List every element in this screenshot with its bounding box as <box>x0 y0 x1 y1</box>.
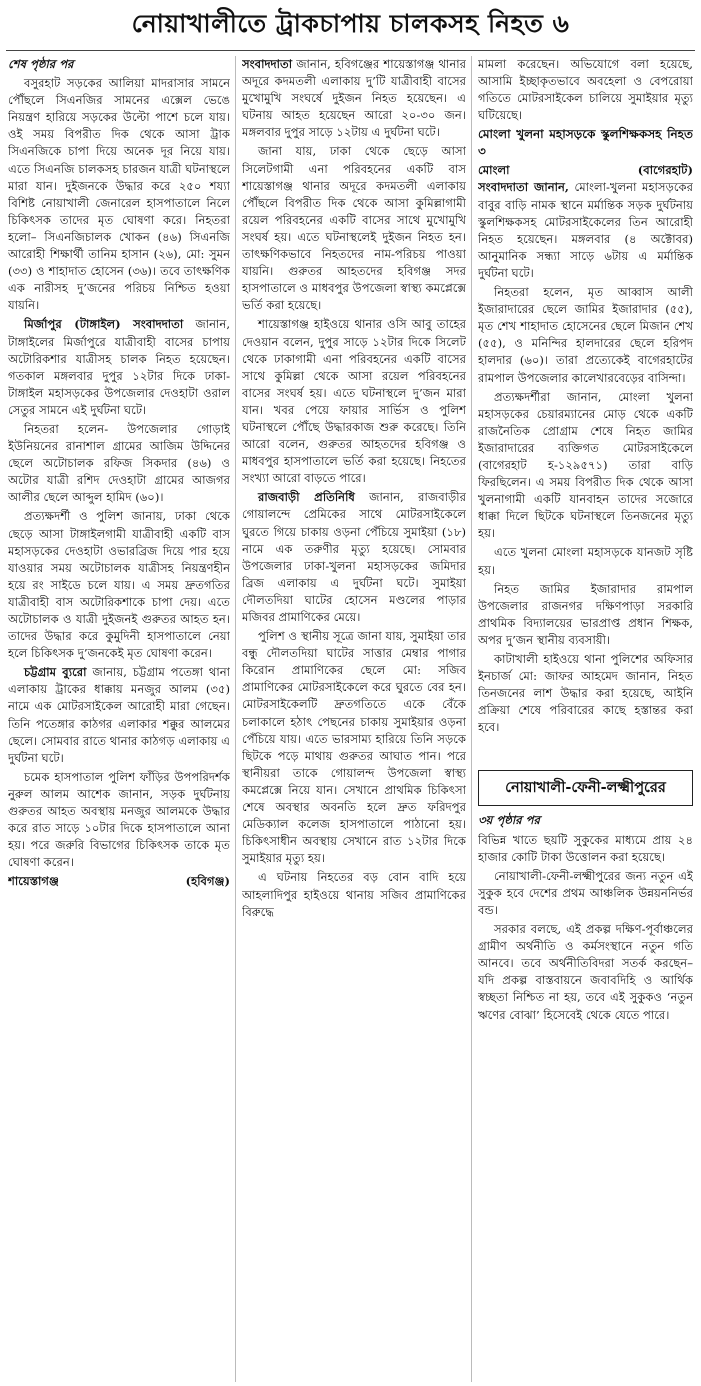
paragraph: পুলিশ ও স্থানীয় সূত্রে জানা যায়, সুমাইয়া তার বন্ধু দৌলতদিয়া ঘাটের সাত্তার মেম্বার পাগার কিরোন প্রামাণিকের ছেলে মো: সজিব প্রামাণিকের মোটরসাইকেলে করে ঘুরতে বের হন। মোটরসাইকেলটি দ্রুতগতিতে একে বেঁকে চলাকালে হঠাৎ পেছনের চাকায় সুমাইয়ার ওড়না পেঁচিয়ে যায়। এতে ভারসাম্য হারিয়ে তিনি সড়কে ছিটকে পড়ে মাথায় গুরুতর আঘাত পান। পরে স্থানীয়রা তাকে গোয়ালন্দ উপজেলা স্বাস্থ্য কমপ্লেক্সে নিয়ে যান। সেখানে প্রাথমিক চিকিৎসা শেষে অবস্থার অবনতি হলে দ্রুত ফরিদপুর মেডিক্যাল কলেজ হাসপাতালে পাঠানো হয়। চিকিৎসাধীন অবস্থায় সেখানে রাত ১২টার দিকে সুমাইয়ার মৃত্যু হয়। <box>242 629 466 866</box>
reporter-credit: রাজবাড়ী প্রতিনিধি <box>258 490 355 505</box>
paragraph: প্রত্যক্ষদর্শী ও পুলিশ জানায়, ঢাকা থেকে ছেড়ে আসা টাঙ্গাইলগামী যাত্রীবাহী একটি বাস মহাসড়কের দেওহাটা ওভারব্রিজ দিয়ে পার হয়ে যাওয়ার সময় অটোচালক যাত্রীসহ নিয়ন্ত্রণহীন হয়ে রং সাইডে চলে যায়। এ সময় দ্রুতগতির যাত্রীবাহী বাস অটোরিকশাকে চাপা দেয়। এতে অটোচালক ও যাত্রী দুইজনই গুরুতর আহত হন। তাদের উদ্ধার করে কুমুদিনী হাসপাতালে নেয়া হলে চিকিৎসক দু’জনকেই মৃত ঘোষণা করেন। <box>8 509 230 661</box>
paragraph <box>8 316 230 419</box>
signoff-place: শায়েস্তাগঞ্জ <box>8 874 59 889</box>
subhead-district: (বাগেরহাট) <box>637 163 693 178</box>
reporter-credit: সংবাদদাতা জানান, <box>478 180 569 195</box>
signoff-district: (হবিগঞ্জ) <box>185 874 230 889</box>
paragraph: নিহত জামির ইজারাদার রামপাল উপজেলার রাজনগর দক্ষিণপাড়া সরকারি প্রাথমিক বিদ্যালয়ের ভারপ্রাপ্ত প্রধান শিক্ষক, অপর দু’জন স্থানীয় ব্যবসায়ী। <box>478 581 693 647</box>
paragraph: মামলা করেছেন। অভিযোগে বলা হয়েছে, আসামি ইচ্ছাকৃতভাবে অবহেলা ও বেপরোয়া গতিতে মোটরসাইকেল চালিয়ে সুমাইয়ার মৃত্যু ঘটিয়েছে। <box>478 57 693 123</box>
jump-headline-box: নোয়াখালী-ফেনী-লক্ষ্মীপুরের <box>478 770 693 806</box>
reporter-credit: সংবাদদাতা <box>242 57 293 71</box>
reporter-credit: মির্জাপুর (টাঙ্গাইল) সংবাদদাতা <box>24 317 184 332</box>
column-3 <box>478 56 693 1382</box>
article-headline: নোয়াখালীতে ট্রাকচাপায় চালকসহ নিহত ৬ <box>131 9 570 38</box>
reporter-credit: চট্টগ্রাম ব্যুরো <box>24 665 87 680</box>
column-divider-2 <box>471 56 472 1382</box>
paragraph: নিহতরা হলেন, মৃত আব্বাস আলী ইজারাদারের ছেলে জামির ইজারাদার (৫৫), মৃত শেখ শাহাদাত হোসেনের ছেলে মিজান শেখ (৫৫), ও মনিন্দির হালদারের ছেলে হরিপদ হালদার (৬০)। তারা প্রত্যেকেই বাগেরহাটের রামপাল উপজেলার কালেখারবেড়ের বাসিন্দা। <box>478 285 693 385</box>
column-divider-1 <box>235 56 236 1382</box>
column-2 <box>242 56 466 1382</box>
paragraph: প্রত্যক্ষদর্শীরা জানান, মোংলা খুলনা মহাসড়কের চেয়ারম্যানের মোড় থেকে একটি রাজনৈতিক প্রোগ্রাম শেষে নিহত জামির ইজারাদারের ব্যক্তিগত মোটরসাইকেলে (বাগেরহাট হ-১২৯৫৭১) তারা বাড়ি ফিরছিলেন। এ সময় বিপরীত দিক থেকে আসা খুলনাগামী একটি যানবাহন তাদের সজোরে ধাক্কা দিলে ছিটকে ঘটনাস্থলে তিনজনের মৃত্যু হয়। <box>478 389 693 541</box>
paragraph: নিহতরা হলেন- উপজেলার গোড়াই ইউনিয়নের রানাশাল গ্রামের আজিম উদ্দিনের ছেলে অটোচালক রফিজ সিকদার (৪৬) ও অটোর যাত্রী রশিদ দেওহাটা গ্রামের আজগর আলীর ছেলে আব্দুল হামিদ (৬০)। <box>8 421 230 505</box>
paragraph: চমেক হাসপাতাল পুলিশ ফাঁড়ির উপপরিদর্শক নুরুল আলম আশেক জানান, সড়ক দুর্ঘটনায় গুরুতর আহত অবস্থায় মনজুর আলমকে উদ্ধার করে রাত সাড়ে ১০টার দিকে হাসপাতালে আনা হয়। পরে জরুরি বিভাগের চিকিৎসক তাকে মৃত ঘোষণা করেন। <box>8 769 230 870</box>
column-1 <box>8 56 230 1382</box>
paragraph <box>8 664 230 767</box>
paragraph-text: জানান, হবিগঞ্জের শায়েস্তাগঞ্জ থানার অদূরে কদমতলী এলাকায় দু’টি যাত্রীবাহী বাসের মুখোমুখি সংঘর্ষে দুইজন নিহত হয়েছেন। এ ঘটনায় আহত হয়েছেন আরো ২০-৩০ জন। মঙ্গলবার দুপুর সাড়ে ১২টায় এ দুর্ঘটনা ঘটে। <box>242 57 466 140</box>
paragraph <box>242 56 466 141</box>
paragraph: নোয়াখালী-ফেনী-লক্ষ্মীপুরের জন্য নতুন এই সুকুক হবে দেশের প্রথম আঞ্চলিক উন্নয়ননির্ভর বন্ড। <box>478 868 693 917</box>
dateline: শেষ পৃষ্ঠার পর <box>8 57 74 71</box>
subhead-place-name: মোংলা <box>478 163 510 178</box>
paragraph: সরকার বলছে, এই প্রকল্প দক্ষিণ-পূর্বাঞ্চলের গ্রামীণ অর্থনীতি ও কর্মসংস্থানে নতুন গতি আনবে। তবে অর্থনীতিবিদরা সতর্ক করছেন–যদি প্রকল্প বাস্তবায়নে জবাবদিহি ও আর্থিক স্বচ্ছতা নিশ্চিত না হয়, তবে এই সুকুকও ‘নতুন ঋণের বোঝা’ হিসেবেই থেকে যেতে পারে। <box>478 922 693 1022</box>
paragraph <box>242 489 466 626</box>
jump-dateline: ৩য় পৃষ্ঠার পর <box>478 813 540 828</box>
subheadline: মোংলা খুলনা মহাসড়কে স্কুলশিক্ষকসহ নিহত ৩ <box>478 127 693 159</box>
paragraph: কাটাখালী হাইওয়ে থানা পুলিশের অফিসার ইনচার্জ মো: জাফর আহমেদ জানান, নিহত তিনজনের লাশ উদ্ধার করা হয়েছে, আইনি প্রক্রিয়া শেষে পরিবারের কাছে হস্তান্তর করা হবে। <box>478 652 693 735</box>
paragraph: বিভিন্ন খাতে ছয়টি সুকুকের মাধ্যমে প্রায় ২৪ হাজার কোটি টাকা উত্তোলন করা হয়েছে। <box>478 832 693 864</box>
subhead-place <box>478 162 693 179</box>
paragraph-text: জানান, টাঙ্গাইলের মির্জাপুরে যাত্রীবাহী বাসের চাপায় অটোরিকশার যাত্রীসহ চালক নিহত হয়েছেন। গতকাল মঙ্গলবার দুপুর ১২টার দিকে ঢাকা-টাঙ্গাইল মহাসড়কের উপজেলার দেওহাটা ওরাল সেতুর সামনে এই দুর্ঘটনা ঘটে। <box>8 317 230 417</box>
paragraph <box>478 179 693 282</box>
reporter-signoff <box>8 873 230 890</box>
paragraph-text: জানান, রাজবাড়ীর গোয়ালন্দে প্রেমিকের সাথে মোটরসাইকেলে ঘুরতে গিয়ে চাকায় ওড়না পেঁচিয়ে সুমাইয়া (১৮) নামে এক তরুণীর মৃত্যু হয়েছে। সোমবার উপজেলার ঢাকা-খুলনা মহাসড়কের জমিদার ব্রিজ এলাকায় এ দুর্ঘটনা ঘটে। সুমাইয়া দৌলতদিয়া ঘাটের হোসেন মণ্ডলের পাড়ার মজিবর প্রামাণিকের মেয়ে। <box>242 490 466 624</box>
paragraph-text: জানায়, চট্টগ্রাম পতেঙ্গা থানা এলাকায় ট্রাকের ধাক্কায় মনজুর আলম (৩৫) নামে এক মোটরসাইকেল আরোহী মারা গেছেন। তিনি পতেঙ্গার কাঠগর এলাকার শক্কুর আলমের ছেলে। সোমবার রাতে থানার কাঠগড় এলাকায় এ দুর্ঘটনা ঘটে। <box>8 665 230 765</box>
paragraph: জানা যায়, ঢাকা থেকে ছেড়ে আসা সিলেটগামী এনা পরিবহনের একটি বাস শায়েস্তাগঞ্জ থানার অদূরে কদমতলী এলাকায় পৌঁছলে বিপরীত দিক থেকে আসা কুমিল্লাগামী রয়েল পরিবহনের একটি বাসের সাথে মুখোমুখি সংঘর্ষ হয়। এতে ঘটনাস্থলেই দুইজন নিহত হন। তাৎক্ষণিকভাবে নিহতদের নাম-পরিচয় পাওয়া যায়নি। গুরুতর আহতদের হবিগঞ্জ সদর হাসপাতালে ও মাধবপুর উপজেলা স্বাস্থ্য কমপ্লেক্সে ভর্তি করা হয়েছে। <box>242 144 466 313</box>
headline-rule <box>6 50 695 51</box>
paragraph: শায়েস্তাগঞ্জ হাইওয়ে থানার ওসি আবু তাহের দেওয়ান বলেন, দুপুর সাড়ে ১২টার দিকে সিলেট থেকে ঢাকাগামী এনা পরিবহনের একটি বাসের সাথে কুমিল্লা থেকে আসা রয়েল পরিবহনের বাসের সংঘর্ষ হয়। এতে ঘটনাস্থলে দু’জন মারা যান। খবর পেয়ে ফায়ার সার্ভিস ও পুলিশ ঘটনাস্থলে পৌঁছে উদ্ধারকাজ শুরু করেছে। তিনি আরো বলেন, গুরুতর আহতদের হবিগঞ্জ ও মাধবপুর হাসপাতালে ভর্তি করা হয়েছে। নিহতের সংখ্যা আরো বাড়তে পারে। <box>242 317 466 486</box>
paragraph: এ ঘটনায় নিহতের বড় বোন বাদি হয়ে আহলাদিপুর হাইওয়ে থানায় সজিব প্রামাণিকের বিরুদ্ধে <box>242 870 466 919</box>
paragraph: বসুরহাট সড়কের আলিয়া মাদরাসার সামনে পৌঁছলে সিএনজির সামনের এক্সেল ভেঙে নিয়ন্ত্রণ হারিয়ে সড়কের উল্টো পাশে চলে যায়। ওই সময় বিপরীত দিক থেকে আসা ট্রাক সিএনজিকে চাপা দিয়ে অনেক দূর নিয়ে যায়। এতে সিএনজি চালকসহ চারজন যাত্রী ঘটনাস্থলে মারা যান। দুইজনকে উদ্ধার করে ২৫০ শয্যা বিশিষ্ট নোয়াখালী জেনারেল হাসপাতালে নিলে চিকিৎসক তাদের মৃত ঘোষণা করে। নিহতরা হলো– সিএনজিচালক খোকন (৪৬) সিএনজি আরোহী শিক্ষার্থী তানিম হাসান (২৬), মো: সুমন (৩৩) ও শাহাদাত হোসেন (৩৬)। তবে তাৎক্ষণিক এক নারীসহ দু’জনের পরিচয় নিশ্চিত হওয়া যায়নি। <box>8 76 230 313</box>
paragraph: এতে খুলনা মোংলা মহাসড়কে যানজট সৃষ্টি হয়। <box>478 545 693 577</box>
paragraph-text: মোংলা-খুলনা মহাসড়কের বাবুর বাড়ি নামক স্থানে মর্মান্তিক সড়ক দুর্ঘটনায় স্কুলশিক্ষকসহ মোটরসাইকেলের তিন আরোহী নিহত হয়েছেন। মঙ্গলবার (৪ অক্টোবর) আনুমানিক সন্ধ্যা সাড়ে ৬টায় এ মর্মান্তিক দুর্ঘটনা ঘটে। <box>478 180 693 280</box>
